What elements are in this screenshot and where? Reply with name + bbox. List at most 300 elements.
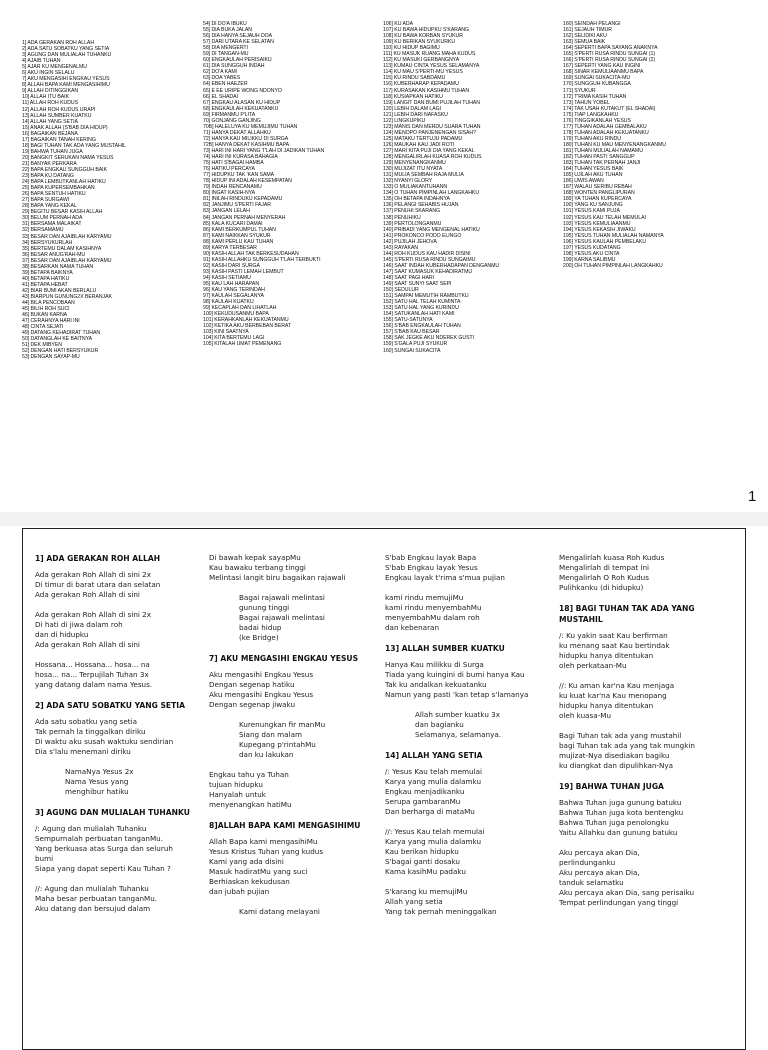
- index-entry: 117] KURASAKAN KASIHMU TUHAN: [383, 87, 470, 94]
- index-entry: 191] YESUS KAMI PUJA: [563, 208, 620, 215]
- lyric-line: Yang berkuasa atas Surga dan seluruh: [35, 844, 173, 853]
- index-entry: 39] BETAPA BAIKNYA: [22, 269, 73, 276]
- song-title: 7] AKU MENGASIHI ENGKAU YESUS: [209, 654, 359, 663]
- index-entry: 37] BESAR DAN AJAIBLAH KARYAMU: [22, 257, 112, 264]
- lyric-line: Ada gerakan Roh Allah di sini: [35, 640, 140, 649]
- song-block: [385, 553, 553, 633]
- index-entry: 179] TUHAN AKU RINDU: [563, 135, 621, 142]
- song-stanza: [559, 848, 727, 908]
- song-stanza: [209, 593, 377, 643]
- index-entry: 131] MULIA SEMBAH RAJA MULIA: [383, 172, 464, 179]
- index-entry: 93] KASIH PASTI LEMAH LEMBUT: [203, 268, 284, 275]
- lyric-line: Bahwa Tuhan juga penolongku: [559, 818, 669, 827]
- index-entry: 90] KASIH ALLAH TAK BERKESUDAHAN: [203, 250, 299, 257]
- song-block: [35, 700, 203, 797]
- index-entry: 7] AKU MENGASIHI ENGKAU YESUS: [22, 76, 110, 83]
- index-entry: 89] KARYA TERBESAR: [203, 244, 257, 251]
- lyric-line: S'karang ku memujiMu: [385, 887, 468, 896]
- lyric-line: Engkau menjadikanku: [385, 787, 465, 796]
- lyric-line: Engkau tahu ya Tuhan: [209, 770, 289, 779]
- lyric-line: perlindunganku: [559, 858, 616, 867]
- index-entry: 21] BANYAK PERKARA: [22, 160, 77, 167]
- song-stanza: [209, 907, 377, 917]
- index-entry: 69] FIRMANMU P'LITA: [203, 111, 256, 118]
- index-entry: 55] DIA BUKA JALAN: [203, 27, 252, 34]
- index-entry: 52] DENGAN HATI BERSYUKUR: [22, 348, 99, 355]
- index-entry: 135] OH BETAPA INDAHNYA: [383, 196, 450, 203]
- index-entry: 27] BAPA SURGAWI: [22, 197, 70, 204]
- index-page: [0, 0, 768, 505]
- index-entry: 140] PRIBADI YANG MENGENAL HATIKU: [383, 226, 480, 233]
- index-entry: 190] YANG KU SANJUNG: [563, 202, 623, 209]
- index-entry: 183] TUHAN TAK PERNAH JANJI: [563, 160, 641, 167]
- song-block: [209, 653, 377, 810]
- lyric-line: oleh perkataan-Mu: [559, 661, 627, 670]
- lyric-line: bumi: [35, 854, 54, 863]
- index-entry: 62] DO'A KAMI: [203, 69, 238, 76]
- index-entry: 153] SATU HAL YANG KURINDU: [383, 305, 459, 312]
- lyric-line: menyenangkan hatiMu: [209, 800, 292, 809]
- lyric-line: Serupa gambaranMu: [385, 797, 461, 806]
- index-entry: 84] JANGAN PERNAH MENYERAH: [203, 214, 286, 221]
- index-entry: 100] KEKUDUSANMU BAPA: [203, 311, 269, 318]
- index-entry: 114] KU MAU S'PERTI-MU YESUS: [383, 69, 463, 76]
- lyric-line: Aku mengasihi Engkau Yesus: [209, 670, 314, 679]
- index-entry: 2] ADA SATU SOBATKU YANG SETIA: [22, 46, 110, 53]
- lyric-line: Hanya Kau milikku di Surga: [385, 660, 484, 669]
- lyric-line: Kama kasihMu padaku: [385, 867, 466, 876]
- lyric-line: Berhiaskan kekudusan: [209, 877, 290, 886]
- index-entry: 120] LEBIH DALAM LAGI: [383, 105, 442, 112]
- index-entry: 108] KU BAWA KORBAN SYUKUR: [383, 33, 463, 40]
- lyric-line: Di hati di jiwa dalam roh: [35, 620, 123, 629]
- song-block: [559, 781, 727, 908]
- lyric-line: tanduk selamatku: [559, 878, 624, 887]
- index-entry: 147] SAAT KUMASUK KEHADIRATMU: [383, 268, 473, 275]
- lyric-line: //: Yesus Kau telah memulai: [385, 827, 485, 836]
- index-entry: 94] KASIH SETIAMU: [203, 274, 251, 281]
- song-stanza: [559, 731, 727, 771]
- index-entry: 170] SUNGGUH KUBANGGA: [563, 81, 631, 88]
- lyric-line: dan bagianku: [415, 720, 464, 729]
- index-entry: 125] MATAKU TERTUJU PADAMU: [383, 135, 463, 142]
- index-entry: 181] TUHAN MULIALAH NAMAMU: [563, 147, 643, 154]
- lyric-line: mujizat-Nya disediakan bagiku: [559, 751, 670, 760]
- song-stanza: [559, 553, 727, 593]
- index-entry: 64] EBEN HAEZER: [203, 81, 248, 88]
- index-entry: 73] HARI INI HARI YANG T'LAH DI JADIKAN TUHAN: [203, 147, 325, 154]
- index-entry: 40] BETAPA HATIKU: [22, 275, 70, 282]
- lyric-line: Kau berikan hidupku: [385, 847, 459, 856]
- index-entry: 12] ALLAH ROH KUDUS URAPI: [22, 106, 96, 113]
- song-block: [209, 553, 377, 643]
- index-entry: 116] KUBERHARAP KEPADAMU: [383, 81, 459, 88]
- index-entry: 53] DENGAN SAYAP-MU: [22, 354, 80, 361]
- lyric-line: Kau bawaku terbang tinggi: [209, 563, 306, 572]
- lyric-line: kami rindu menyembahMu: [385, 603, 482, 612]
- songs-column-1: [35, 553, 203, 924]
- index-entry: 128] MENGALIRLAH KUASA ROH KUDUS: [383, 154, 482, 161]
- lyric-line: Allah yang setia: [385, 897, 443, 906]
- index-entry: 17] BAGAIKAN TANAH KERING: [22, 136, 96, 143]
- index-entry: 67] ENGKAU ALASAN KU HIDUP: [203, 99, 281, 106]
- lyric-line: Masuk hadiratMu yang suci: [209, 867, 308, 876]
- song-title: 1] ADA GERAKAN ROH ALLAH: [35, 554, 161, 563]
- song-title: 14] ALLAH YANG SETIA: [385, 751, 483, 760]
- index-entry: 23] BAPA KU DATANG: [22, 173, 74, 180]
- lyric-line: kami rindu memujiMu: [385, 593, 464, 602]
- index-entry: 141] PROKONCO PODO ELINGO: [383, 232, 462, 239]
- index-entry: 76] HATIKU PERCAYA: [203, 166, 255, 173]
- lyric-line: Kupegang p'rintahMu: [239, 740, 316, 749]
- lyric-line: ku menang saat Kau bertindak: [559, 641, 670, 650]
- index-entry: 148] SAAT PAGI HARI: [383, 274, 434, 281]
- index-entry: 111] KU MASUK RUANG MAHA KUDUS: [383, 51, 476, 58]
- lyric-line: Tiada yang kuingini di bumi hanya Kau: [385, 670, 525, 679]
- index-entry: 78] HIDUP INI ADALAH KESEMPATAN: [203, 178, 292, 185]
- index-entry: 161] SEJAUH TIMUR: [563, 27, 612, 34]
- songs-column-4: [559, 553, 727, 918]
- index-entry: 41] BETAPA HEBAT: [22, 281, 68, 288]
- index-entry: 34] BERSYUKURLAH: [22, 239, 73, 246]
- index-entry: 180] TUHAN KU MAU MENYENANGKANMU: [563, 141, 666, 148]
- lyric-line: /: Yesus Kau telah memulai: [385, 767, 483, 776]
- index-entry: 168] SINAR KEMULIAANMU BAPA: [563, 69, 644, 76]
- lyric-line: S'bab Engkau layak Bapa: [385, 553, 477, 562]
- index-entry: 186] UWIS AWAN: [563, 178, 604, 185]
- song-stanza: [385, 660, 553, 700]
- lyric-line: Yaitu Allahku dan gunung batuku: [559, 828, 678, 837]
- index-entry: 155] SATU-SATUNYA: [383, 317, 433, 324]
- index-entry: 72] HANYA KAU MILIKKU DI SURGA: [203, 135, 289, 142]
- lyric-line: S'bab Engkau layak Yesus: [385, 563, 478, 572]
- index-entry: 194] YESUS KEKASIH JIWAKU: [563, 226, 636, 233]
- lyric-line: Dan berharga di mataMu: [385, 807, 475, 816]
- index-entry: 133] O MULIAKANTUHANN: [383, 184, 448, 191]
- index-entry: 92] KASIH DARI SURGA: [203, 262, 260, 269]
- lyric-line: Sempurnalah perbuatan tanganMu.: [35, 834, 163, 843]
- index-column-1: [22, 40, 126, 360]
- index-entry: 124] MENOPO PANJENENGAN SISAH?: [383, 129, 476, 136]
- index-entry: 103] KINI SAATNYA: [203, 329, 249, 336]
- song-stanza: [35, 884, 203, 914]
- index-entry: 107] KU BAWA HIDUPKU S'KARANG: [383, 27, 469, 34]
- lyric-line: bagi Tuhan tak ada yang tak mungkin: [559, 741, 695, 750]
- index-entry: 36] BESAR ANUG'RAH-MU: [22, 251, 86, 258]
- song-block: [209, 820, 377, 917]
- index-entry: 6] AKU INGIN SELALU: [22, 70, 75, 77]
- lyric-line: Hanyalah untuk: [209, 790, 266, 799]
- index-entry: 47] CERAHNYA HARI INI: [22, 318, 80, 325]
- index-entry: 146] SAAT INDAH KUBERHADAPAN DENGANMU: [383, 262, 500, 269]
- index-entry: 145] S'PERTI RUSA RINDU SUNGAIMU: [383, 256, 476, 263]
- index-entry: 160] SEINDAH PELANGI: [563, 21, 621, 27]
- song-stanza: [385, 767, 553, 817]
- index-entry[interactable]: 200] OH TUHAN PIMPINLAH LANGKAHKU: [563, 262, 663, 269]
- lyric-line: Aku percaya akan Dia,: [559, 848, 640, 857]
- song-block: [385, 643, 553, 740]
- index-entry: 54] DI DO'A IBUKU: [203, 21, 247, 27]
- index-entry: 10] ALLAH ITU BAIK: [22, 94, 69, 101]
- songs-column-3: [385, 553, 553, 927]
- index-entry: 32] BERSAMAMU: [22, 227, 64, 234]
- index-entry: 68] ENGKAULAH KEKUATANKU: [203, 105, 279, 112]
- index-entry: 18] BAGI TUHAN TAK ADA YANG MUSTAHIL: [22, 142, 126, 149]
- index-entry: 3] AGUNG DAN MULIALAH TUHANKU: [22, 52, 112, 59]
- index-entry: 138] PENUHIKU: [383, 214, 421, 221]
- lyric-line: hidupku hanya ditentukan: [559, 651, 654, 660]
- lyric-line: badai hidup: [239, 623, 282, 632]
- lyric-line: Bagi Tuhan tak ada yang mustahil: [559, 731, 682, 740]
- index-entry: 178] TUHAN ADALAH KEKUATANKU: [563, 129, 649, 136]
- index-entry: 115] KU RINDU SABDAMU: [383, 75, 446, 82]
- song-stanza: [385, 553, 553, 583]
- lyric-line: Aku mengasihi Engkau Yesus: [209, 690, 314, 699]
- lyric-line: dan di hidupku: [35, 630, 89, 639]
- index-entry: 197] YESUS KUDATANG: [563, 244, 621, 251]
- song-block: [559, 553, 727, 593]
- index-entry: 113] KUMAU CINTA YESUS SELAMANYA: [383, 63, 480, 70]
- index-entry: 61] DIA SUNGGUH INDAH: [203, 63, 265, 70]
- index-entry: 162] SELIDIKI AKU: [563, 33, 607, 40]
- lyric-line: Tak ku andalkan kekuatanku: [385, 680, 487, 689]
- lyric-line: Aku datang dan bersujud dalam: [35, 904, 151, 913]
- index-entry: 112] KU MASUKI GERBANGNYA: [383, 57, 460, 64]
- lyric-line: tujuan hidupku: [209, 780, 263, 789]
- index-entry: 106] KU ADA: [383, 21, 414, 27]
- index-entry: 99] KECAPLAH DAN LIHATLAH: [203, 305, 277, 312]
- index-entry: 58] DIA MENGERTI: [203, 45, 248, 52]
- lyric-line: hosa... na... Terpujilah Tuhan 3x: [35, 670, 149, 679]
- index-entry: 75] HATI S'BAGAI HAMBA: [203, 160, 264, 167]
- index-entry: 98] KAULAH KUATKU: [203, 299, 254, 306]
- lyric-line: Bagai rajawali melintasi: [239, 593, 325, 602]
- index-entry: 96] KAU YANG TERINDAH: [203, 287, 265, 294]
- index-entry: 101] KERAHKANLAH KEKUATANMU: [203, 317, 289, 324]
- lyric-line: dan kebenaran: [385, 623, 439, 632]
- lyric-line: Yang tak pernah meninggalkan: [385, 907, 497, 916]
- index-entry: 51] DEK MIBYEN: [22, 342, 62, 349]
- lyric-line: Dengan segenap jiwaku: [209, 700, 296, 709]
- index-entry: 192] YESUS KAU TELAH MEMULAI: [563, 214, 646, 221]
- index-entry: 198] YESUS AKU CINTA: [563, 250, 620, 257]
- index-entry: 29] BEGITU BESAR KASIH ALLAH: [22, 209, 103, 216]
- index-entry: 57] DARI UTARA KE SELATAN: [203, 39, 274, 46]
- index-entry: 166] S'PERTI RUSA RINDU SUNGAI (2): [563, 57, 656, 64]
- lyric-line: menyembahMu dalam roh: [385, 613, 480, 622]
- song-block: [559, 603, 727, 771]
- lyric-line: Ada gerakan Roh Allah di sini 2x: [35, 570, 151, 579]
- index-entry: 157] S'BAB KAU BESAR: [383, 329, 440, 336]
- song-stanza: [35, 717, 203, 757]
- song-stanza: [35, 660, 203, 690]
- lyric-line: Allah Bapa kami mengasihiMu: [209, 837, 318, 846]
- lyric-line: Yesus Kristus Tuhan yang kudus: [209, 847, 324, 856]
- lyric-line: yang datang dalam nama Yesus.: [35, 680, 153, 689]
- lyric-line: Engkau layak t'rima s'mua pujian: [385, 573, 505, 582]
- index-entry: 152] SATU HAL TELAH KUMINTA: [383, 299, 461, 306]
- index-entry: 77] HIDUPKU TAK 'KAN SAMA: [203, 172, 275, 179]
- song-title: 18] BAGI TUHAN TAK ADA YANG MUSTAHIL: [559, 604, 695, 624]
- lyric-line: NamaNya Yesus 2x: [65, 767, 134, 776]
- lyric-line: Ada gerakan Roh Allah di sini 2x: [35, 610, 151, 619]
- lyric-line: Tempat perlindungan yang tinggi: [559, 898, 679, 907]
- index-entry: 109] KU BERIKAN SYUKURKU: [383, 39, 456, 46]
- lyric-line: Melintasi langit biru bagaikan rajawali: [209, 573, 346, 582]
- index-entry: 85] KALA KUCARI DAMAI: [203, 220, 263, 227]
- index-entry: 13] ALLAH SUMBER KUATKU: [22, 112, 92, 119]
- page-separator: [0, 512, 768, 526]
- index-entry: 14] ALLAH YANG SETIA: [22, 118, 78, 125]
- lyric-line: Dengan segenap hatiku: [209, 680, 295, 689]
- index-entry: 164] SEPERTI BAPA SAYANG ANAKNYA: [563, 45, 658, 52]
- lyric-line: Allah sumber kuatku 3x: [415, 710, 501, 719]
- index-entry: 20] BANGKIT SERUKAN NAMA YESUS: [22, 154, 114, 161]
- lyric-line: ku kuat kar'na Kau menopang: [559, 691, 667, 700]
- lyric-line: Pulihkanku (di hidupku): [559, 583, 644, 592]
- index-entry: 188] WONTEN PANGLIPURAN: [563, 190, 635, 197]
- song-stanza: [385, 887, 553, 917]
- index-column-2: [203, 21, 324, 348]
- index-entry: 11] ALLAH ROH KUDUS: [22, 100, 79, 107]
- index-entry: 70B] HALELUYA KU MEMUJIMU TUHAN: [203, 123, 298, 130]
- index-entry: 38] BESARKAN NAMA TUHAN: [22, 263, 94, 270]
- song-title: 3] AGUNG DAN MULIALAH TUHANKU: [35, 808, 190, 817]
- song-stanza: [385, 593, 553, 633]
- lyric-line: Di timur di barat utara dan selatan: [35, 580, 161, 589]
- index-entry: 199] KARNA SALIBMU: [563, 256, 616, 263]
- index-entry: 171] SYUKUR: [563, 87, 596, 94]
- lyric-line: dan jubah pujian: [209, 887, 270, 896]
- index-entry: 15] ANAK ALLAH (S'BAB DIA HIDUP): [22, 124, 108, 131]
- lyric-line: gunung tinggi: [239, 603, 290, 612]
- index-entry: 182] TUHAN PASTI SANGGUP: [563, 154, 635, 161]
- lyric-line: Di bawah kepak sayapMu: [209, 553, 301, 562]
- lyric-line: Ada gerakan Roh Allah di sini: [35, 590, 140, 599]
- lyric-line: Mengalirlah kuasa Roh Kudus: [559, 553, 665, 562]
- index-entry: 91] KASIH ALLAHKU SUNGGUH T'LAH TERBUKTI: [203, 256, 321, 263]
- index-entry: 5] AJAR KU MENGENALMU: [22, 64, 87, 71]
- lyric-line: Bahwa Tuhan juga kota bentengku: [559, 808, 684, 817]
- index-entry: 118] KUSIAPKAN HATIKU: [383, 93, 443, 100]
- index-entry: 144] ROH KUDUS KAU HADIR DISINI: [383, 250, 471, 257]
- index-entry: 25] BAPA KUPERSEMBAHKAN: [22, 185, 95, 192]
- index-entry: 74] HARI INI KURASA BAHAGIA: [203, 154, 278, 161]
- lyric-line: ku diangkat dan dipulihkan-Nya: [559, 761, 674, 770]
- index-entry: 184] TUHAN YESUS BAIK: [563, 166, 624, 173]
- index-entry: 151] SAMPAI MEMUTIH RAMBUTKU: [383, 293, 469, 300]
- song-stanza: [385, 710, 553, 740]
- index-entry: 175] TIAP LANGKAHKU: [563, 111, 619, 118]
- index-entry: 187] WALAU SERIBU REBAH: [563, 184, 632, 191]
- index-entry: 121] LEBIH DARI NAFASKU: [383, 111, 448, 118]
- song-stanza: [35, 767, 203, 797]
- index-entry: 174] TAK USAH KUTAKUT (EL SHADAI): [563, 105, 656, 112]
- lyric-line: oleh kuasa-Mu: [559, 711, 612, 720]
- lyric-line: Siang dan malam: [239, 730, 302, 739]
- index-entry: 129] MENYENANGKANMU: [383, 160, 446, 167]
- index-entry: 143] RAYAKAN: [383, 244, 418, 251]
- index-entry: 176] TINGGIKANLAH YESUS: [563, 117, 631, 124]
- index-entry: 22] BAPA ENGKAU SUNGGUH BAIK: [22, 166, 107, 173]
- index-entry: 130] MUJIZAT ITU NYATA: [383, 166, 443, 173]
- index-entry: 35] BERTEMU DALAM KASIHNYA: [22, 245, 102, 252]
- index-entry: 16] BAGAIKAN BEJANA: [22, 130, 78, 137]
- index-entry: 71] HANYA DEKAT ALLAHKU: [203, 129, 271, 136]
- lyric-line: Maha besar perbuatan tanganMu.: [35, 894, 158, 903]
- index-entry: 122] LINGKUPIKU: [383, 117, 426, 124]
- lyric-line: /: Ku yakin saat Kau berfirman: [559, 631, 668, 640]
- song-title: 8]ALLAH BAPA KAMI MENGASIHIMU: [209, 821, 361, 830]
- song-stanza: [209, 837, 377, 897]
- index-entry: 102] KETIKA AKU BERBEBAN BERAT: [203, 323, 292, 330]
- index-entry: 65] E EE URIPE WONG NDONYO: [203, 87, 282, 94]
- index-entry: 88] KAMI PERLU KAU TUHAN: [203, 238, 274, 245]
- lyric-line: Nama Yesus yang: [65, 777, 129, 786]
- index-entry: 86] KAMI BERKUMPUL TUHAN: [203, 226, 276, 233]
- lyric-line: Namun yang pasti 'kan tetap s'lamanya: [385, 690, 529, 699]
- lyric-line: Karya yang mulia dalamku: [385, 837, 482, 846]
- index-entry: 185] UJILAH AKU TUHAN: [563, 172, 623, 179]
- index-entry: 160] SUNGAI SUKACITA: [383, 347, 441, 354]
- index-entry: 79] INDAH RENCANAMU: [203, 184, 262, 191]
- index-entry: 167] SEPERTI YANG KAU INGINI: [563, 63, 641, 70]
- index-entry: 158] SAK JEGKE AKU NDEREK GUSTI: [383, 335, 474, 342]
- songs-column-2: [209, 553, 377, 927]
- song-title: 13] ALLAH SUMBER KUATKU: [385, 644, 505, 653]
- index-entry: 193] YESUS KEMULIAANMU: [563, 220, 631, 227]
- lyric-line: hidupku hanya ditentukan: [559, 701, 654, 710]
- index-entry: 119] LANGIT DAN BUMI PUJILAH TUHAN: [383, 99, 480, 106]
- song-block: [385, 750, 553, 917]
- index-entry: 137] PENUHI SKARANG: [383, 208, 440, 215]
- index-entry: 19] BAHWA TUHAN JUGA: [22, 148, 83, 155]
- index-entry: 33] BESAR DAN AJAIBLAH KARYAMU: [22, 233, 112, 240]
- index-entry: 46] BUKAN KARNA: [22, 312, 68, 319]
- index-entry: 134] O TUHAN PIMPINLAH LANGKAHKU: [383, 190, 480, 197]
- index-entry: 82] JANJIMU S'PERTI FAJAR: [203, 202, 271, 209]
- index-entry: 172] T'RIMA KASIH TUHAN: [563, 93, 627, 100]
- index-entry: 139] PERTOLONGANMU: [383, 220, 442, 227]
- lyric-line: Dia s'lalu menemani diriku: [35, 747, 131, 756]
- lyric-line: Kami yang ada disini: [209, 857, 284, 866]
- index-entry: 169] SUNGAI SUKACITA-MU: [563, 75, 631, 82]
- index-entry: 154] SATUKANLAH HATI KAMI: [383, 311, 455, 318]
- lyric-line: Mengalirlah O Roh Kudus: [559, 573, 649, 582]
- index-entry: 195] YESUS TUHAN MULIALAH NAMANYA: [563, 232, 664, 239]
- lyric-line: Bagai rajawali melintasi: [239, 613, 325, 622]
- song-title: 19] BAHWA TUHAN JUGA: [559, 782, 664, 791]
- index-entry: 196] YESUS KAULAH PEMBELAKU: [563, 238, 647, 245]
- index-column-3: [383, 21, 499, 354]
- lyric-line: Aku percaya akan Dia,: [559, 868, 640, 877]
- index-entry: 50] DATANGLAH KE BAITNYA: [22, 336, 93, 343]
- song-stanza: [209, 670, 377, 710]
- song-stanza: [209, 720, 377, 760]
- lyric-line: /: Agung dan mulialah Tuhanku: [35, 824, 147, 833]
- lyric-line: Aku percaya akan Dia, sang perisaiku: [559, 888, 695, 897]
- index-entry: 136] PELANGI SEHABIS HUJAN: [383, 202, 459, 209]
- index-entry: 173] TAHUN YOBEL: [563, 99, 610, 106]
- index-entry: 126] MAUKAH KAU JADI ROTI: [383, 141, 455, 148]
- index-entry: 24] BAPA LEMBUTKANLAH HATIKU: [22, 179, 106, 186]
- index-entry: 127] MARI KITA PUJI DIA YANG KEKAL: [383, 147, 475, 154]
- index-entry: 4] AJAIB TUHAN: [22, 58, 61, 65]
- index-entry: 132] NYANYI GLORY: [383, 178, 433, 185]
- index-entry: 87] KAMI NAIKKAN SYUKUR: [203, 232, 271, 239]
- index-entry: 1] ADA GERAKAN ROH ALLAH: [22, 40, 95, 46]
- index-entry: 66] EL SHADAI: [203, 93, 238, 100]
